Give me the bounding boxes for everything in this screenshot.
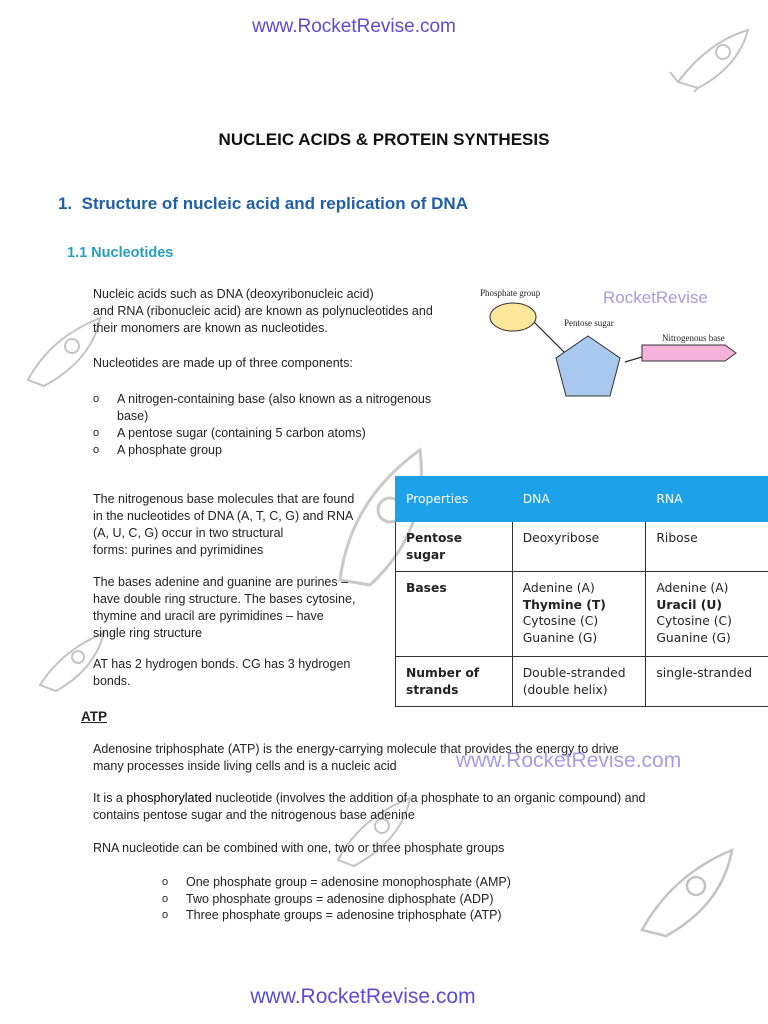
dna-rna-table [395, 476, 768, 707]
bullet-icon: o [93, 393, 100, 405]
purines-paragraph [93, 574, 355, 642]
list-item: o Two phosphate groups = adenosine diphosphate (ADP) [162, 891, 494, 906]
bullet-icon: o [93, 443, 100, 456]
mid-url[interactable]: www.RocketRevise.com [456, 749, 682, 772]
table-row [396, 572, 768, 657]
text-line: It is a phosphorylated nucleotide (involves the addition of a phosphate to an organic compound) and [93, 791, 646, 805]
atp-heading: ATP [81, 709, 107, 724]
diagram-watermark: RocketRevise [603, 288, 708, 307]
rocket-watermark-icon [632, 840, 742, 940]
list-item: o A nitrogen-containing base (also known as a nitrogenous [93, 392, 432, 406]
column-header: RNA [646, 477, 768, 522]
sugar-label: Pentose sugar [564, 318, 614, 328]
row-label: Number of strands [396, 657, 513, 707]
text-line: contains pentose sugar and the nitrogenous base adenine [93, 808, 415, 822]
phosphate-shape [490, 303, 536, 331]
subsection-heading: 1.1 Nucleotides [67, 245, 174, 261]
intro-paragraph [93, 286, 433, 337]
diagram-shapes [470, 280, 760, 410]
table-row [396, 657, 768, 707]
list-item: o Three phosphate groups = adenosine triphosphate (ATP) [162, 908, 502, 922]
phosphate-label: Phosphate group [480, 288, 541, 298]
text-line: many processes inside living cells and is a nucleic acid [93, 759, 397, 773]
text-line: single ring structure [93, 626, 203, 640]
text-line: bonds. [93, 674, 131, 688]
text-line: and RNA (ribonucleic acid) are known as polynucleotides and [93, 304, 433, 318]
footer-url[interactable]: www.RocketRevise.com [250, 985, 476, 1008]
components-intro: Nucleotides are made up of three components: [93, 356, 353, 370]
bases-paragraph [93, 491, 354, 559]
table-header-row [396, 477, 768, 522]
nitrogenous-base-shape [642, 345, 736, 361]
table-cell: Double-stranded (double helix) [512, 657, 646, 707]
bullet-icon: o [162, 909, 169, 921]
nucleotide-diagram [470, 280, 760, 410]
header-url[interactable]: www.RocketRevise.com [252, 16, 456, 37]
pentose-sugar-shape [556, 336, 620, 396]
text-line: The bases adenine and guanine are purines – [93, 575, 349, 589]
row-label: Pentose sugar [396, 522, 513, 572]
text-line: their monomers are known as nucleotides. [93, 321, 328, 335]
bullet-icon: o [93, 427, 100, 439]
section-title: Structure of nucleic acid and replication of DNA [81, 194, 468, 213]
text-line: thymine and uracil are pyrimidines – have [93, 609, 324, 623]
text-line: have double ring structure. The bases cytosine, [93, 592, 356, 606]
base-label: Nitrogenous base [662, 333, 725, 343]
section-heading [58, 194, 468, 214]
section-number: 1. [58, 194, 73, 213]
text-line: forms: purines and pyrimidines [93, 543, 264, 557]
list-item: o A pentose sugar (containing 5 carbon atoms) [93, 426, 366, 440]
components-list [93, 391, 453, 458]
atp-paragraph-3: RNA nucleotide can be combined with one, two or three phosphate groups [93, 841, 505, 855]
bullet-icon: o [162, 892, 169, 905]
text-line: The nitrogenous base molecules that are found [93, 492, 355, 506]
table-cell: single-stranded [646, 657, 768, 707]
rocket-watermark-icon [668, 22, 758, 92]
column-header: DNA [512, 477, 646, 522]
text-line: Adenosine triphosphate (ATP) is the energy-carrying molecule that provides the energy to drive [93, 742, 619, 756]
table-cell: Adenine (A) Uracil (U) Cytosine (C) Guanine (G) [646, 572, 768, 657]
table-cell: Adenine (A) Thymine (T) Cytosine (C) Guanine (G) [512, 572, 646, 657]
atp-paragraph-2 [93, 790, 713, 824]
list-item: o A phosphate group [93, 442, 222, 457]
page-title: NUCLEIC ACIDS & PROTEIN SYNTHESIS [218, 130, 550, 149]
table-cell: Deoxyribose [512, 522, 646, 572]
text-line: in the nucleotides of DNA (A, T, C, G) and RNA [93, 509, 354, 523]
text-line: AT has 2 hydrogen bonds. CG has 3 hydrogen [93, 657, 351, 671]
text-line: (A, U, C, G) occur in two structural [93, 526, 284, 540]
phosphate-list [162, 874, 562, 924]
table-cell: Ribose [646, 522, 768, 572]
column-header: Properties [396, 477, 513, 522]
text-line: Nucleic acids such as DNA (deoxyribonucleic acid) [93, 287, 374, 301]
hydrogen-paragraph [93, 656, 350, 690]
table-row [396, 522, 768, 572]
list-item: base) [117, 408, 149, 423]
list-item: o One phosphate group = adenosine monophosphate (AMP) [162, 875, 511, 889]
row-label: Bases [396, 572, 513, 657]
bullet-icon: o [162, 876, 169, 888]
